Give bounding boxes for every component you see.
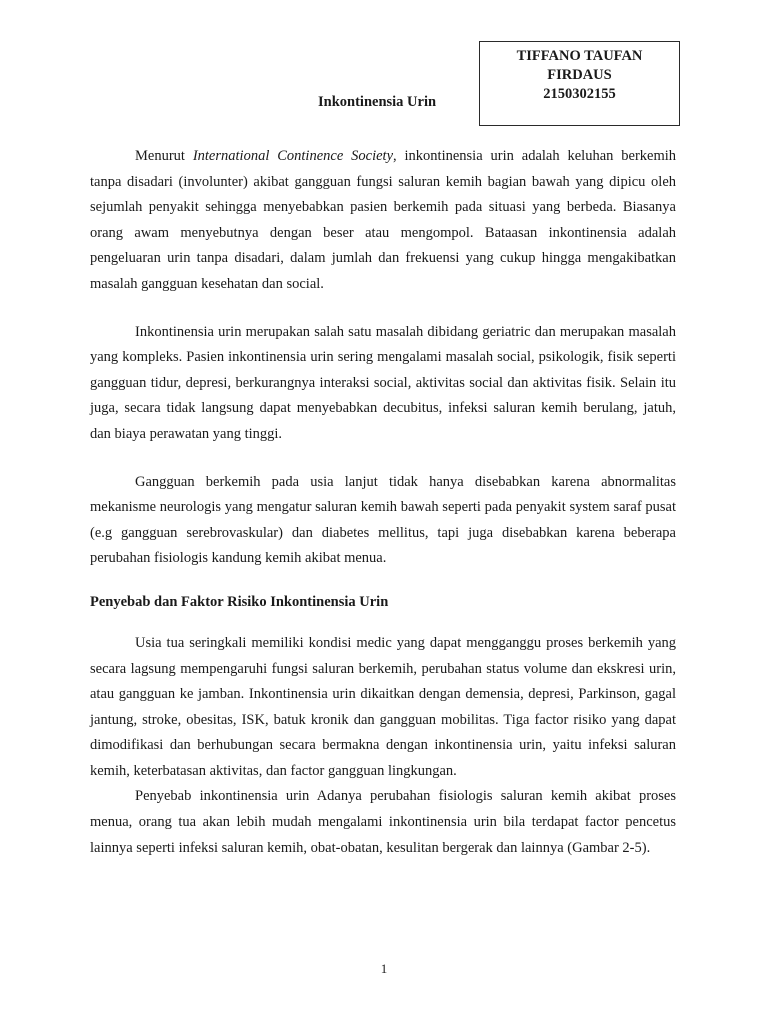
- paragraph-causes: Penyebab inkontinensia urin Adanya perubahan fisiologis saluran kemih akibat proses menua, orang tua akan lebih mudah mengalami inkontinensia urin bila terdapat factor pencetus lainnya seperti infeksi saluran kemih, obat-obatan, kesulitan bergerak dan lainnya (Gambar 2-5).: [90, 788, 676, 856]
- author-name-line1: TIFFANO TAUFAN: [516, 48, 643, 64]
- author-name-line2: FIRDAUS: [547, 67, 612, 83]
- organization-name: International Continence Society: [192, 148, 394, 164]
- student-id: 2150302155: [543, 86, 616, 102]
- paragraph-neurologic: Gangguan berkemih pada usia lanjut tidak hanya disebabkan karena abnormalitas mekanisme neurologis yang mengatur saluran kemih bawah seperti pada penyakit system saraf pusat (e.g gangguan serebrovaskular) dan diabetes mellitus, tapi juga disebabkan karena beberapa perubahan fisiologis kandung kemih akibat menua.: [90, 473, 676, 567]
- page-number: 1: [380, 961, 388, 976]
- author-box: [479, 41, 680, 126]
- paragraph-geriatric: Inkontinensia urin merupakan salah satu masalah dibidang geriatric dan merupakan masalah yang kompleks. Pasien inkontinensia urin sering mengalami masalah social, psikologik, fisik seperti gangguan tidur, depresi, berkurangnya interaksi social, aktivitas social dan aktivitas fisik. Selain itu juga, secara tidak langsung dapat menyebabkan decubitus, infeksi saluran kemih berulang, jatuh, dan biaya perawatan yang tinggi.: [90, 323, 676, 442]
- document-title: Inkontinensia Urin: [318, 94, 437, 110]
- paragraph-definition: [90, 144, 676, 298]
- paragraph-definition-rest: , inkontinensia urin adalah keluhan berkemih tanpa disadari (involunter) akibat gangguan fungsi saluran kemih bagian bawah yang dipicu oleh sejumlah penyakit sehingga menyebabkan pasien berkemih pada situasi yang berbeda. Biasanya orang awam menyebutnya dengan beser atau mengompol. Bataasan inkontinensia adalah pengeluaran urin tanpa disadari, dalam jumlah dan frekuensi yang cukup hingga mengakibatkan masalah gangguan kesehatan dan social.: [90, 148, 677, 292]
- paragraph-definition-start: Menurut: [135, 148, 193, 164]
- paragraph-risk-factors: Usia tua seringkali memiliki kondisi medic yang dapat mengganggu proses berkemih yang secara lagsung mempengaruhi fungsi saluran berkemih, perubahan status volume dan ekskresi urin, atau gangguan ke jamban. Inkontinensia urin dikaitkan dengan demensia, depresi, Parkinson, gagal jantung, stroke, obesitas, ISK, batuk kronik dan gangguan mobilitas. Tiga factor risiko yang dapat dimodifikasi dan berhubungan secara bermakna dengan inkontinensia urin, yaitu infeksi saluran kemih, keterbatasan aktivitas, dan factor gangguan lingkungan.: [90, 634, 676, 779]
- section-heading: Penyebab dan Faktor Risiko Inkontinensia Urin: [90, 593, 389, 610]
- document-body: [90, 144, 676, 861]
